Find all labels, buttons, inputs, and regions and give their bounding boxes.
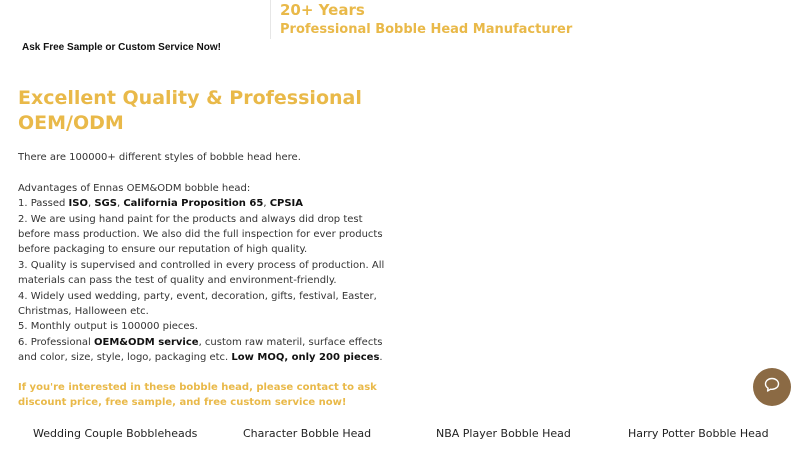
low-moq: Low MOQ, only 200 pieces (231, 352, 380, 364)
advantages-title: Advantages of Ennas OEM&ODM bobble head: (18, 182, 251, 194)
chat-bubble-icon (763, 376, 781, 398)
advantage-item-4: 4. Widely used wedding, party, event, decoration, gifts, festival, Easter, Christmas, Halloween etc. (18, 290, 377, 318)
advantages-content (18, 150, 393, 366)
section-heading: Excellent Quality & Professional OEM/ODM (18, 87, 362, 134)
category-harry-potter[interactable]: Harry Potter Bobble Head (628, 427, 769, 440)
years-badge: 20+ Years (280, 1, 365, 19)
advantage-item-6: 6. Professional OEM&ODM service, custom raw materil, surface effects and color, size, style, logo, packaging etc. Low MOQ, only 200 pieces. (18, 336, 383, 364)
cert-iso: ISO (68, 198, 88, 210)
cert-cpsia: CPSIA (269, 198, 304, 210)
category-tabs (0, 427, 800, 445)
advantage-item-1: 1. Passed ISO, SGS, California Proposition 65, CPSIA (18, 198, 304, 210)
ask-free-sample-link[interactable]: Ask Free Sample or Custom Service Now! (22, 42, 221, 53)
cert-prop65: California Proposition 65 (123, 198, 264, 210)
oem-odm-service: OEM&ODM service (94, 336, 199, 348)
category-nba-player[interactable]: NBA Player Bobble Head (436, 427, 571, 440)
advantage-item-5: 5. Monthly output is 100000 pieces. (18, 321, 198, 333)
advantage-item-3: 3. Quality is supervised and controlled in every process of production. All materials can pass the test of quality and environment-friendly. (18, 259, 385, 287)
contact-cta-text: If you're interested in these bobble head, please contact to ask discount price, free sample, and free custom service now! (18, 382, 377, 409)
category-wedding-couple[interactable]: Wedding Couple Bobbleheads (33, 427, 198, 440)
chat-button[interactable] (753, 368, 791, 406)
header-divider (270, 0, 271, 39)
cert-sgs: SGS (94, 198, 117, 210)
manufacturer-tagline: Professional Bobble Head Manufacturer (280, 22, 573, 37)
intro-text: There are 100000+ different styles of bobble head here. (18, 152, 301, 163)
category-character[interactable]: Character Bobble Head (243, 427, 372, 440)
advantage-item-2: 2. We are using hand paint for the products and always did drop test before mass production. We also did the full inspection for ever products before packaging to ensure our reputation of high quality. (18, 213, 383, 256)
